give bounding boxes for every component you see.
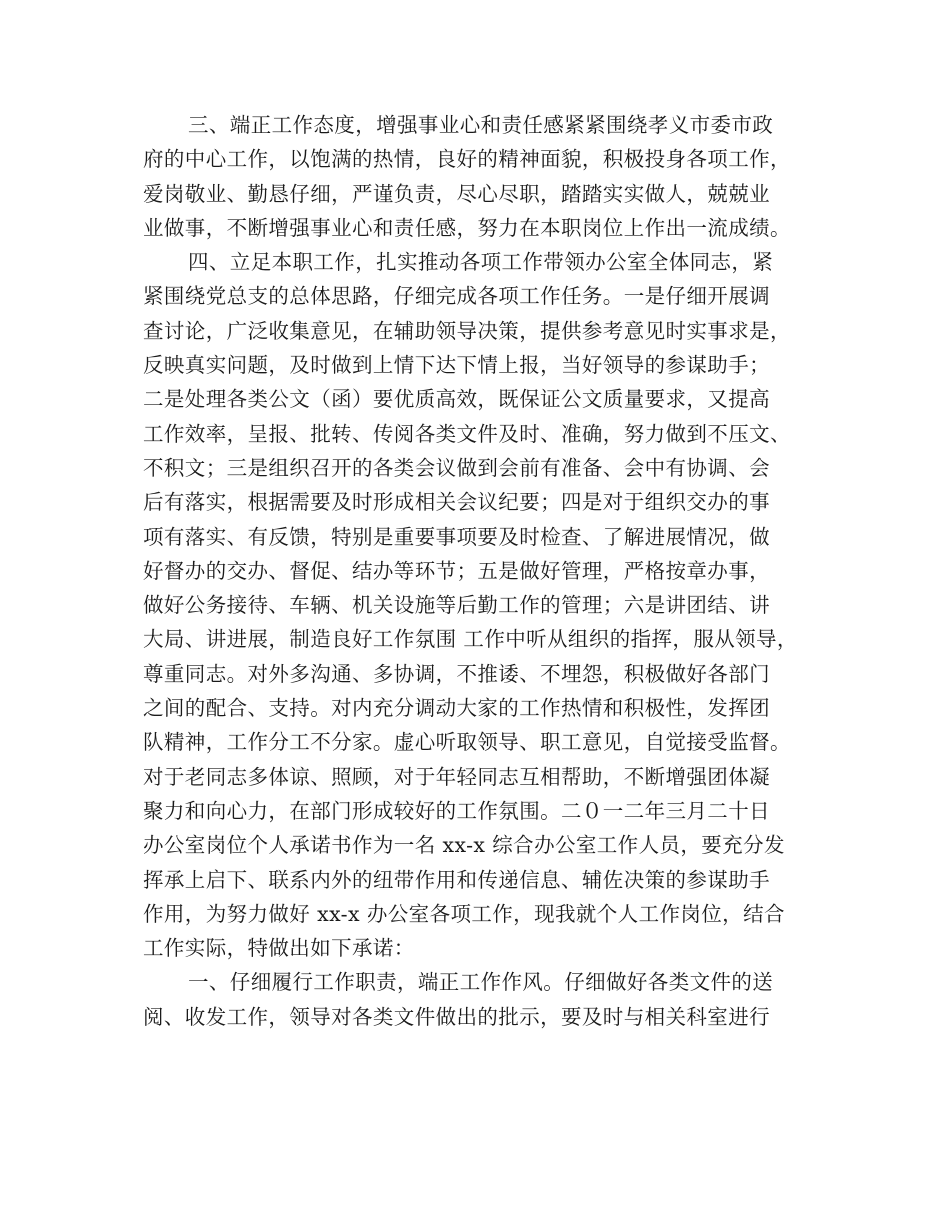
- paragraph-line: 爱岗敬业、勤恳仔细，严谨负责，尽心尽职，踏踏实实做人，兢兢业: [143, 181, 770, 206]
- paragraph-line: 阅、收发工作，领导对各类文件做出的批示，要及时与相关科室进行: [143, 1004, 770, 1029]
- paragraph-line: 队精神，工作分工不分家。虚心听取领导、职工意见，自觉接受监督。: [143, 730, 791, 755]
- paragraph-line: 一、仔细履行工作职责，端正工作作风。仔细做好各类文件的送: [188, 970, 774, 995]
- paragraph-line: 紧围绕党总支的总体思路，仔细完成各项工作任务。一是仔细开展调: [143, 284, 770, 309]
- paragraph-line: 后有落实，根据需要及时形成相关会议纪要；四是对于组织交办的事: [143, 490, 770, 515]
- body-text: [143, 108, 815, 1034]
- paragraph-line: 办公室岗位个人承诺书作为一名 xx-x 综合办公室工作人员，要充分发: [143, 833, 785, 858]
- paragraph-line: 挥承上启下、联系内外的纽带作用和传递信息、辅佐决策的参谋助手: [143, 867, 770, 892]
- paragraph-line: 反映真实问题，及时做到上情下达下情上报，当好领导的参谋助手；: [143, 353, 770, 378]
- paragraph-line: 工作效率，呈报、批转、传阅各类文件及时、准确，努力做到不压文、: [143, 421, 791, 446]
- paragraph-line: 好督办的交办、督促、结办等环节；五是做好管理，严格按章办事，: [143, 558, 770, 583]
- paragraph-line: 三、端正工作态度，增强事业心和责任感紧紧围绕孝义市委市政: [188, 113, 774, 137]
- paragraph-line: 之间的配合、支持。对内充分调动大家的工作热情和积极性，发挥团: [143, 696, 770, 721]
- paragraph-line: 不积文；三是组织召开的各类会议做到会前有准备、会中有协调、会: [143, 455, 770, 480]
- paragraph-line: 业做事，不断增强事业心和责任感，努力在本职岗位上作出一流成绩。: [143, 215, 791, 240]
- paragraph-line: 作用，为努力做好 xx-x 办公室各项工作，现我就个人工作岗位，结合: [143, 901, 785, 926]
- paragraph-line: 项有落实、有反馈，特别是重要事项要及时检查、了解进展情况，做: [143, 524, 770, 549]
- paragraph-line: 做好公务接待、车辆、机关设施等后勤工作的管理；六是讲团结、讲: [143, 593, 770, 618]
- paragraph-line: 府的中心工作，以饱满的热情，良好的精神面貌，积极投身各项工作，: [143, 147, 791, 172]
- paragraph-line: 对于老同志多体谅、照顾，对于年轻同志互相帮助，不断增强团体凝: [143, 764, 770, 789]
- paragraph-line: 尊重同志。对外多沟通、多协调，不推诿、不埋怨，积极做好各部门: [143, 661, 770, 686]
- paragraph-line: 四、立足本职工作，扎实推动各项工作带领办公室全体同志，紧: [188, 250, 774, 275]
- paragraph-line: 二是处理各类公文（函）要优质高效，既保证公文质量要求，又提高: [143, 387, 770, 412]
- paragraph-line: 查讨论，广泛收集意见，在辅助领导决策，提供参考意见时实事求是，: [143, 318, 791, 343]
- paragraph-line: 大局、讲进展，制造良好工作氛围 工作中听从组织的指挥，服从领导，: [143, 627, 798, 652]
- paragraph-line: 工作实际，特做出如下承诺：: [143, 936, 415, 961]
- paragraph-line: 聚力和向心力，在部门形成较好的工作氛围。二０一二年三月二十日: [143, 798, 770, 823]
